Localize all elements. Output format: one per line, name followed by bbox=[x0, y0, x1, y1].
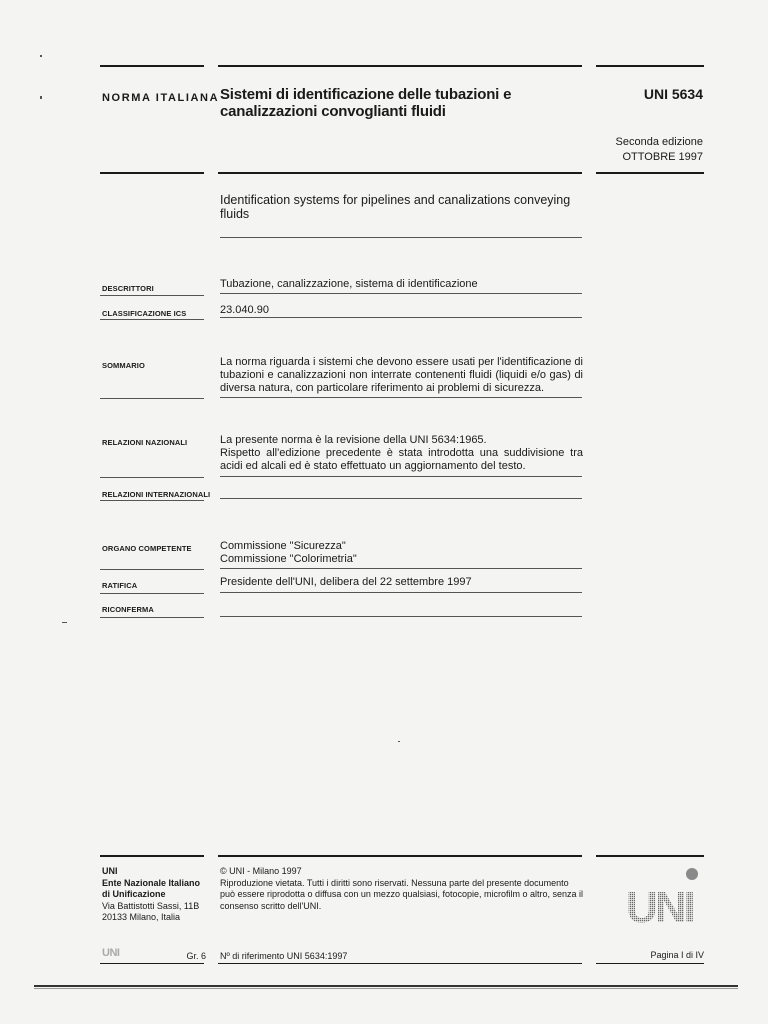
header-top-rule-left bbox=[100, 65, 204, 67]
edition-info bbox=[580, 135, 703, 165]
descrittori-value: Tubazione, canalizzazione, sistema di identificazione bbox=[220, 278, 478, 290]
relazioni-nazionali-value bbox=[220, 434, 583, 473]
scan-bottom-edge-faint bbox=[34, 988, 738, 989]
footer-bottom-rule-right bbox=[596, 963, 704, 964]
ratifica-left-rule bbox=[100, 593, 204, 594]
header-bottom-rule-right bbox=[596, 172, 704, 174]
footer-rights-block bbox=[220, 866, 586, 912]
classificazione-rule bbox=[220, 317, 582, 318]
header-top-rule-right bbox=[596, 65, 704, 67]
uni-logo-text: UNI bbox=[626, 883, 693, 926]
riconferma-left-rule bbox=[100, 617, 204, 618]
sommario-rule bbox=[220, 397, 582, 398]
header-top-rule-center bbox=[218, 65, 582, 67]
descrittori-rule bbox=[220, 293, 582, 294]
header-bottom-rule-left bbox=[100, 172, 204, 174]
relazioni-internazionali-left-rule bbox=[100, 500, 204, 501]
scan-bottom-edge bbox=[34, 985, 738, 987]
scan-speck bbox=[40, 55, 42, 57]
organo-competente-line2: Commissione "Colorimetria" bbox=[220, 553, 357, 565]
relazioni-nazionali-label: RELAZIONI NAZIONALI bbox=[102, 438, 188, 447]
footer-bottom-rule-center bbox=[218, 963, 582, 964]
footer-address-line2: 20133 Milano, Italia bbox=[102, 912, 181, 922]
classificazione-left-rule bbox=[100, 319, 204, 320]
footer-address-line1: Via Battistotti Sassi, 11B bbox=[102, 900, 200, 911]
norma-italiana-label: NORMA ITALIANA bbox=[102, 92, 220, 104]
edition-date: OTTOBRE 1997 bbox=[622, 151, 703, 163]
document-title bbox=[220, 86, 590, 120]
document-title-line1: Sistemi di identificazione delle tubazioni e bbox=[220, 86, 512, 103]
footer-org-name-line2: di Unificazione bbox=[102, 889, 166, 899]
uni-logo-dot bbox=[686, 868, 698, 880]
footer-top-rule-left bbox=[100, 855, 204, 857]
footer-small-logo: UNI bbox=[102, 947, 120, 959]
ratifica-label: RATIFICA bbox=[102, 581, 138, 590]
ratifica-value: Presidente dell'UNI, delibera del 22 settembre 1997 bbox=[220, 576, 472, 588]
sommario-left-rule bbox=[100, 398, 204, 399]
sommario-label: SOMMARIO bbox=[102, 361, 145, 370]
riconferma-rule bbox=[220, 616, 582, 617]
header-bottom-rule-center bbox=[218, 172, 582, 174]
organo-competente-value bbox=[220, 540, 582, 566]
organo-competente-label: ORGANO COMPETENTE bbox=[102, 544, 192, 553]
footer-reference: Nº di riferimento UNI 5634:1997 bbox=[220, 951, 348, 961]
scan-speck bbox=[398, 741, 400, 742]
document-title-line2: canalizzazioni convoglianti fluidi bbox=[220, 103, 446, 120]
footer-org-name-line1: Ente Nazionale Italiano bbox=[102, 877, 201, 888]
footer-org-block bbox=[102, 866, 214, 924]
footer-top-rule-right bbox=[596, 855, 704, 857]
english-title-line1: Identification systems for pipelines and canalizations conveying bbox=[220, 193, 571, 207]
uni-logo-graphic bbox=[624, 866, 700, 926]
descrittori-left-rule bbox=[100, 295, 204, 296]
organo-competente-rule bbox=[220, 568, 582, 569]
ratifica-rule bbox=[220, 592, 582, 593]
uni-logo bbox=[624, 866, 700, 926]
relazioni-nazionali-left-rule bbox=[100, 477, 204, 478]
sommario-value: La norma riguarda i sistemi che devono essere usati per l'identificazione di tubazioni e canalizzazioni non interrate contenenti fluidi (liquidi e/o gas) di diversa natura, con particolare riferimento ai problemi di sicurezza. bbox=[220, 356, 583, 394]
english-title-underline bbox=[220, 237, 582, 238]
standard-code: UNI 5634 bbox=[643, 86, 703, 102]
relazioni-nazionali-line1: La presente norma è la revisione della UNI 5634:1965. bbox=[220, 434, 487, 446]
scan-speck bbox=[62, 622, 67, 623]
footer-rights-text: Riproduzione vietata. Tutti i diritti sono riservati. Nessuna parte del presente documento può essere riprodotta o diffusa con un mezzo qualsiasi, fotocopie, microfilm o altro, senza il consenso scritto dell'UNI. bbox=[220, 877, 584, 911]
english-title bbox=[220, 193, 580, 221]
footer-top-rule-center bbox=[218, 855, 582, 857]
riconferma-label: RICONFERMA bbox=[102, 605, 154, 614]
descrittori-label: DESCRITTORI bbox=[102, 284, 154, 293]
organo-competente-line1: Commissione "Sicurezza" bbox=[220, 540, 346, 552]
relazioni-nazionali-line2: Rispetto all'edizione precedente è stata introdotta una suddivisione tra acidi ed alcali ed è stato effettuato un aggiornamento del testo. bbox=[220, 447, 583, 472]
edition-label: Seconda edizione bbox=[615, 136, 703, 148]
relazioni-internazionali-rule bbox=[220, 498, 582, 499]
organo-competente-left-rule bbox=[100, 569, 204, 570]
footer-org-uni: UNI bbox=[102, 866, 118, 876]
footer-page: Pagina I di IV bbox=[650, 950, 704, 960]
footer-copyright: © UNI - Milano 1997 bbox=[220, 866, 302, 876]
classificazione-value: 23.040.90 bbox=[220, 304, 269, 316]
classificazione-label: CLASSIFICAZIONE ICS bbox=[102, 309, 187, 318]
scan-speck bbox=[40, 96, 42, 99]
english-title-line2: fluids bbox=[220, 207, 250, 221]
relazioni-internazionali-label: RELAZIONI INTERNAZIONALI bbox=[102, 490, 211, 499]
footer-bottom-rule-left bbox=[100, 963, 204, 964]
footer-group: Gr. 6 bbox=[186, 951, 206, 961]
relazioni-nazionali-rule bbox=[220, 476, 582, 477]
